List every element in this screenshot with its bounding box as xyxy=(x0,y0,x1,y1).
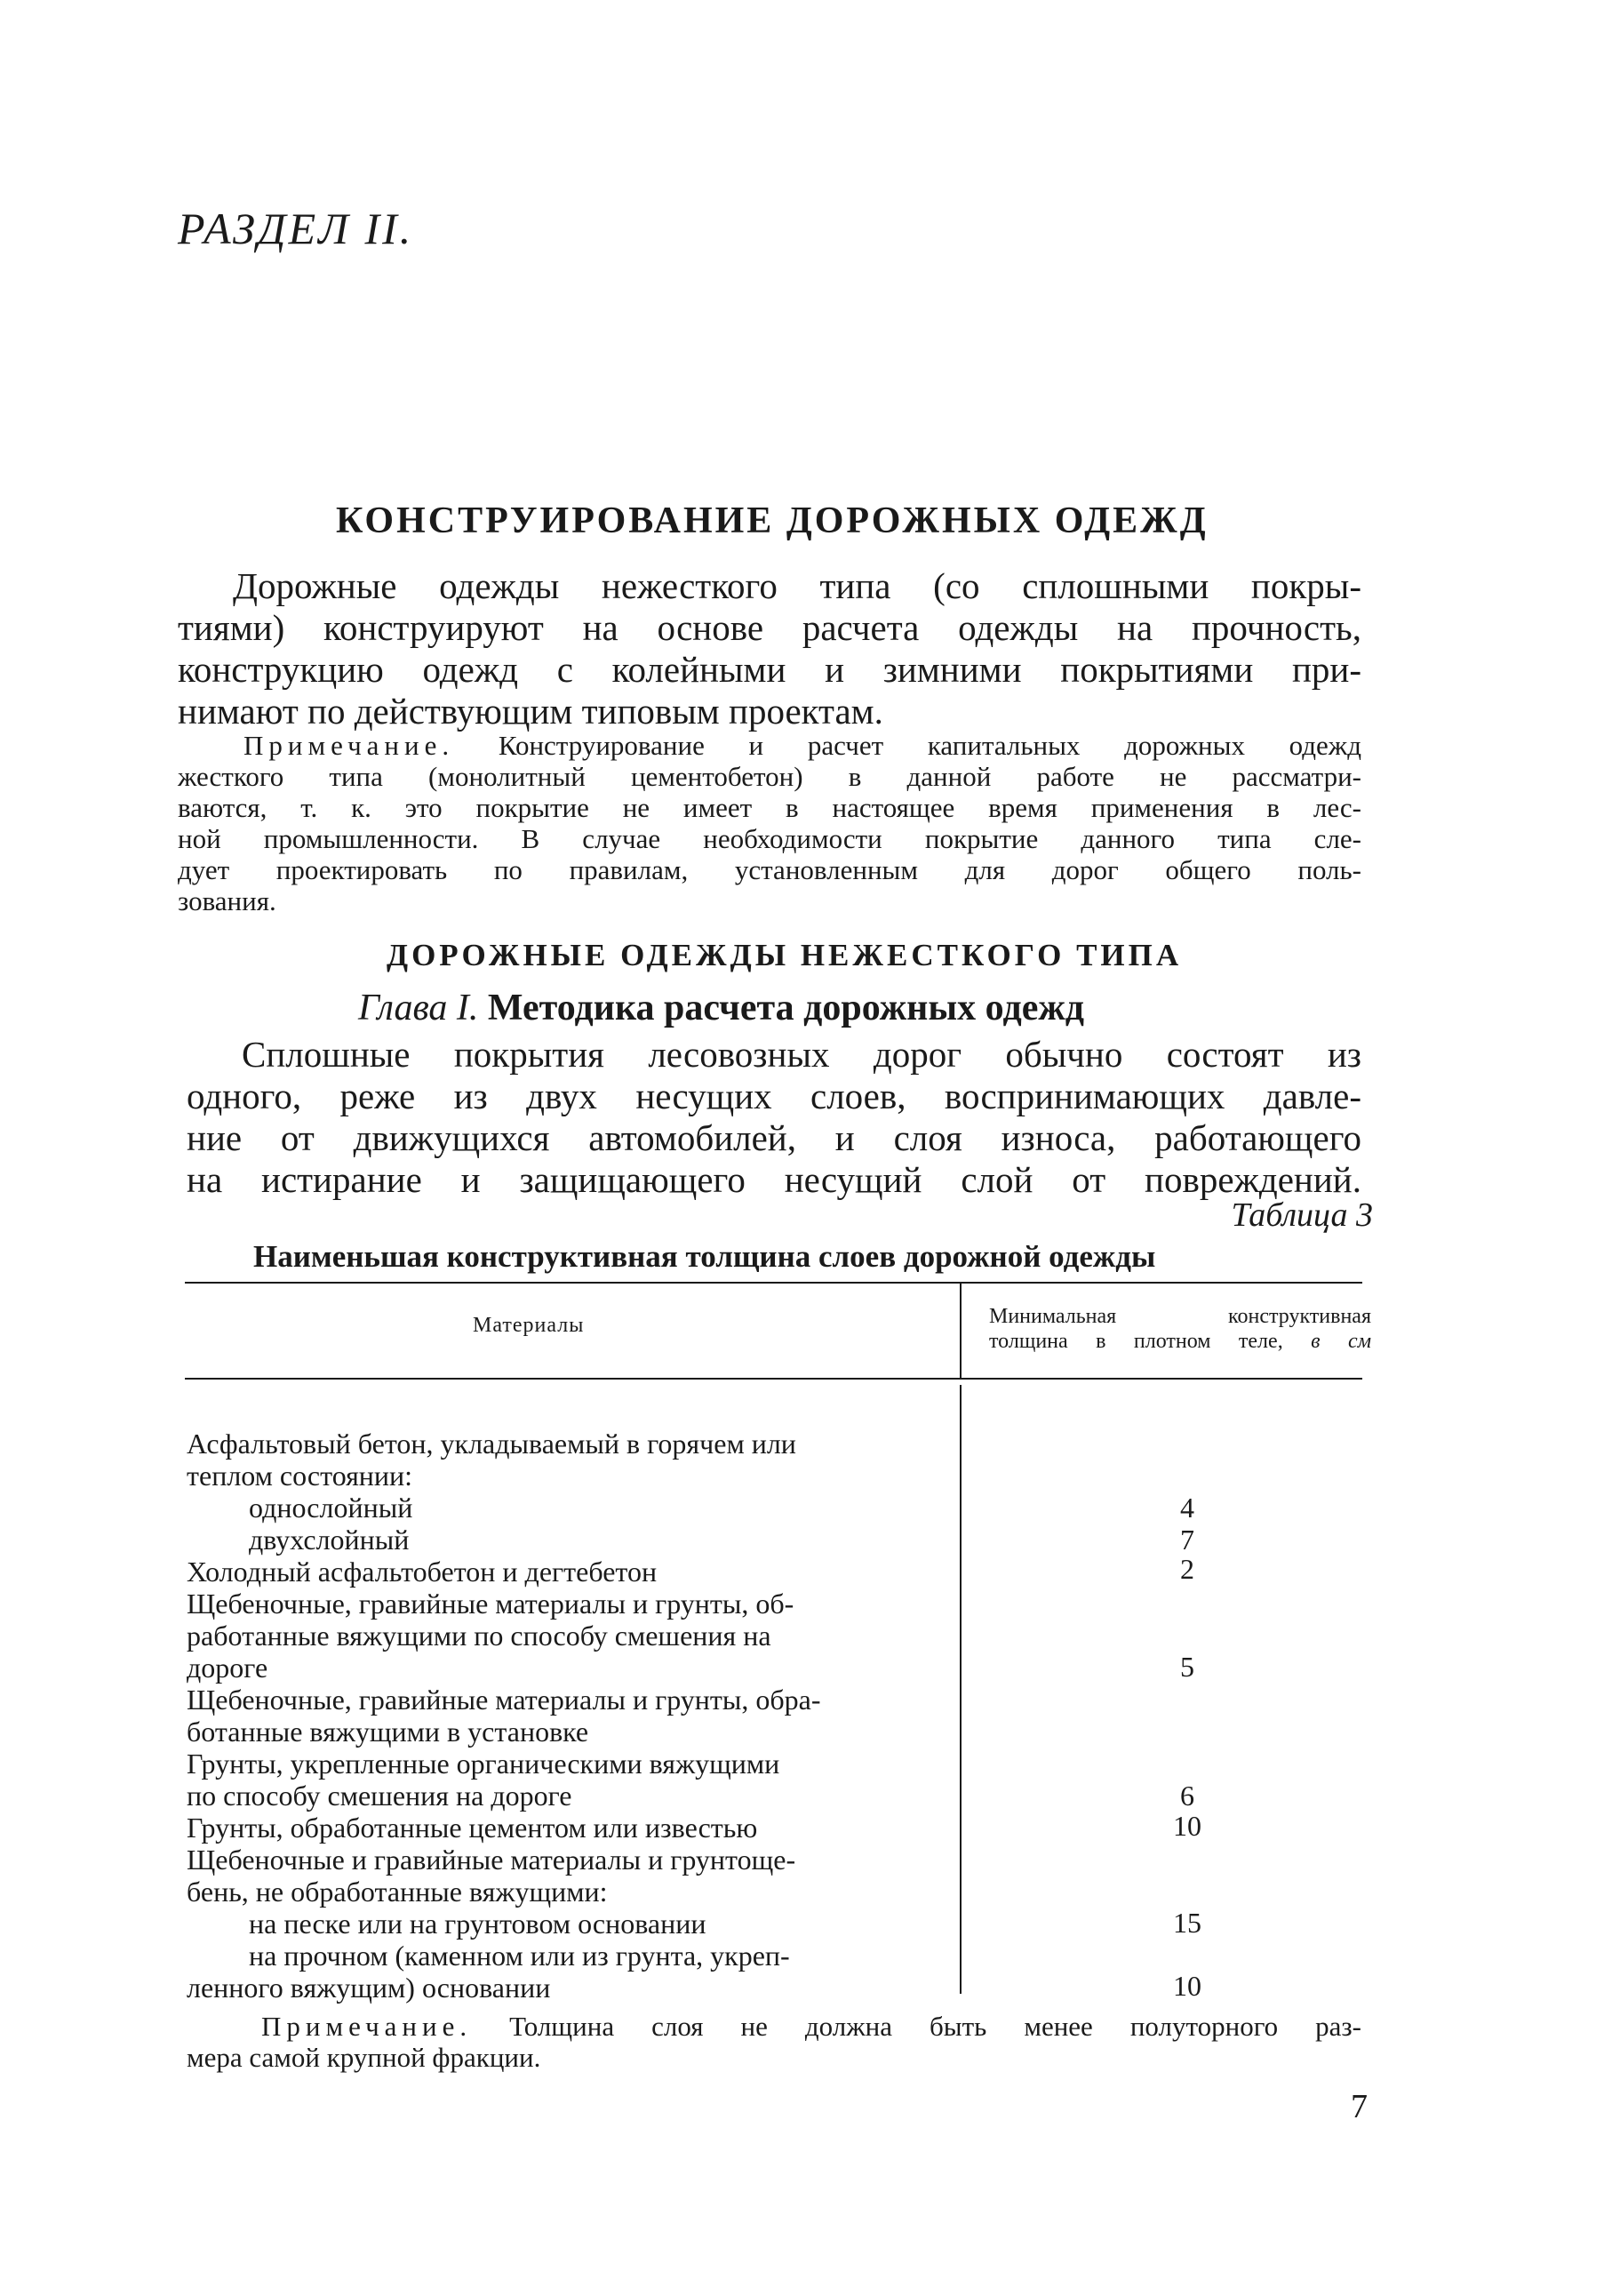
body-line: Сплошные покрытия лесовозных дорог обычно состоят из xyxy=(242,1034,1361,1075)
table-row-text: бень, не обработанные вяжущими: xyxy=(187,1876,608,1908)
table-row-text: Щебеночные и гравийные материалы и грунтоще- xyxy=(187,1844,796,1876)
note-1-label: Примечание. xyxy=(243,730,455,761)
page-number: 7 xyxy=(1351,2088,1368,2125)
table-row-text: ботанные вяжущими в установке xyxy=(187,1716,589,1748)
table-row-value: 2 xyxy=(1180,1553,1194,1585)
note-2-line: мера самой крупной фракции. xyxy=(187,2042,541,2073)
table-top-rule xyxy=(185,1282,1362,1284)
note-1 xyxy=(178,730,1361,916)
table-row-value: 10 xyxy=(1173,1970,1201,2002)
table-header-rule xyxy=(185,1378,1362,1380)
chapter-title: Методика расчета дорожных одежд xyxy=(487,988,1085,1028)
intro-line: нимают по действующим типовым проектам. xyxy=(178,691,883,732)
table-row-value: 10 xyxy=(1173,1810,1201,1842)
section-label: РАЗДЕЛ II. xyxy=(178,204,414,253)
note-2-label: Примечание. xyxy=(261,2011,473,2042)
table-title: Наименьшая конструктивная толщина слоев дорожной одежды xyxy=(253,1239,1156,1274)
intro-paragraph xyxy=(178,565,1361,732)
note-1-line: зования. xyxy=(178,885,276,916)
table-row-text: на прочном (каменном или из грунта, укреп- xyxy=(249,1940,790,1972)
table-label: Таблица 3 xyxy=(1231,1196,1373,1234)
note-1-line: жесткого типа (монолитный цементобетон) в данной работе не рассматри- xyxy=(178,761,1361,792)
body-paragraph xyxy=(187,1034,1361,1201)
body-line: одного, реже из двух несущих слоев, воспринимающих давле- xyxy=(187,1076,1361,1116)
note-1-first-line xyxy=(178,730,1361,761)
table-row-text: Щебеночные, гравийные материалы и грунты, об- xyxy=(187,1588,794,1620)
table-row-value: 15 xyxy=(1173,1907,1201,1939)
table-row-text: дороге xyxy=(187,1652,268,1684)
table-row-text: Щебеночные, гравийные материалы и грунты, обра- xyxy=(187,1684,821,1716)
table-row-value: 5 xyxy=(1180,1651,1194,1683)
table-row-text: ленного вяжущим) основании xyxy=(187,1972,551,2004)
table-row-text: на песке или на грунтовом основании xyxy=(249,1908,706,1940)
table-row-value: 4 xyxy=(1180,1492,1194,1524)
table-row-text: Асфальтовый бетон, укладываемый в горячем или xyxy=(187,1428,796,1460)
body-line: на истирание и защищающего несущий слой от повреждений. xyxy=(187,1159,1361,1200)
table-row-text: Грунты, укрепленные органическими вяжущими xyxy=(187,1748,780,1780)
table-row-text: однослойный xyxy=(249,1492,413,1524)
note-2-first-line xyxy=(187,2011,1361,2042)
table-header-divider xyxy=(960,1283,962,1378)
table-row-text: Грунты, обработанные цементом или известью xyxy=(187,1812,758,1844)
body-line: ние от движущихся автомобилей, и слоя износа, работающего xyxy=(187,1117,1361,1158)
intro-line: Дорожные одежды нежесткого типа (со сплошными покры- xyxy=(233,565,1361,606)
note-1-line: ной промышленности. В случае необходимости покрытие данного типа сле- xyxy=(178,823,1361,854)
note-1-line: ваются, т. к. это покрытие не имеет в настоящее время применения в лес- xyxy=(178,792,1361,823)
main-heading: КОНСТРУИРОВАНИЕ ДОРОЖНЫХ ОДЕЖД xyxy=(336,500,1209,541)
table-row-text: двухслойный xyxy=(249,1524,410,1556)
note-2-line: Толщина слоя не должна быть менее полуторного раз- xyxy=(509,2011,1361,2042)
note-2 xyxy=(187,2011,1361,2073)
table-body-divider xyxy=(960,1385,962,1994)
table-row-text: Холодный асфальтобетон и дегтебетон xyxy=(187,1556,658,1588)
intro-line: конструкцию одежд с колейными и зимними покрытиями при- xyxy=(178,649,1361,690)
thickness-header-line-2 xyxy=(989,1329,1371,1354)
note-1-line: дует проектировать по правилам, установленным для дорог общего поль- xyxy=(178,854,1361,885)
column-header-materials: Материалы xyxy=(473,1314,585,1337)
table-row-value: 7 xyxy=(1180,1524,1194,1556)
table-row-text: теплом состоянии: xyxy=(187,1460,413,1492)
sub-heading: ДОРОЖНЫЕ ОДЕЖДЫ НЕЖЕСТКОГО ТИПА xyxy=(387,938,1183,972)
intro-line: тиями) конструируют на основе расчета одежды на прочность, xyxy=(178,607,1361,648)
table-row-text: работанные вяжущими по способу смешения на xyxy=(187,1620,771,1652)
thickness-header-line: Минимальная конструктивная xyxy=(989,1305,1371,1328)
column-header-thickness xyxy=(989,1304,1371,1354)
chapter-number: Глава I. xyxy=(358,988,479,1028)
thickness-header-text: толщина в плотном теле, xyxy=(989,1330,1283,1353)
thickness-unit: в см xyxy=(1311,1330,1372,1353)
table-row-text: по способу смешения на дороге xyxy=(187,1780,572,1812)
table-row-value: 6 xyxy=(1180,1780,1194,1812)
note-1-line: Конструирование и расчет капитальных дорожных одежд xyxy=(498,730,1361,761)
chapter-heading xyxy=(358,987,1084,1029)
